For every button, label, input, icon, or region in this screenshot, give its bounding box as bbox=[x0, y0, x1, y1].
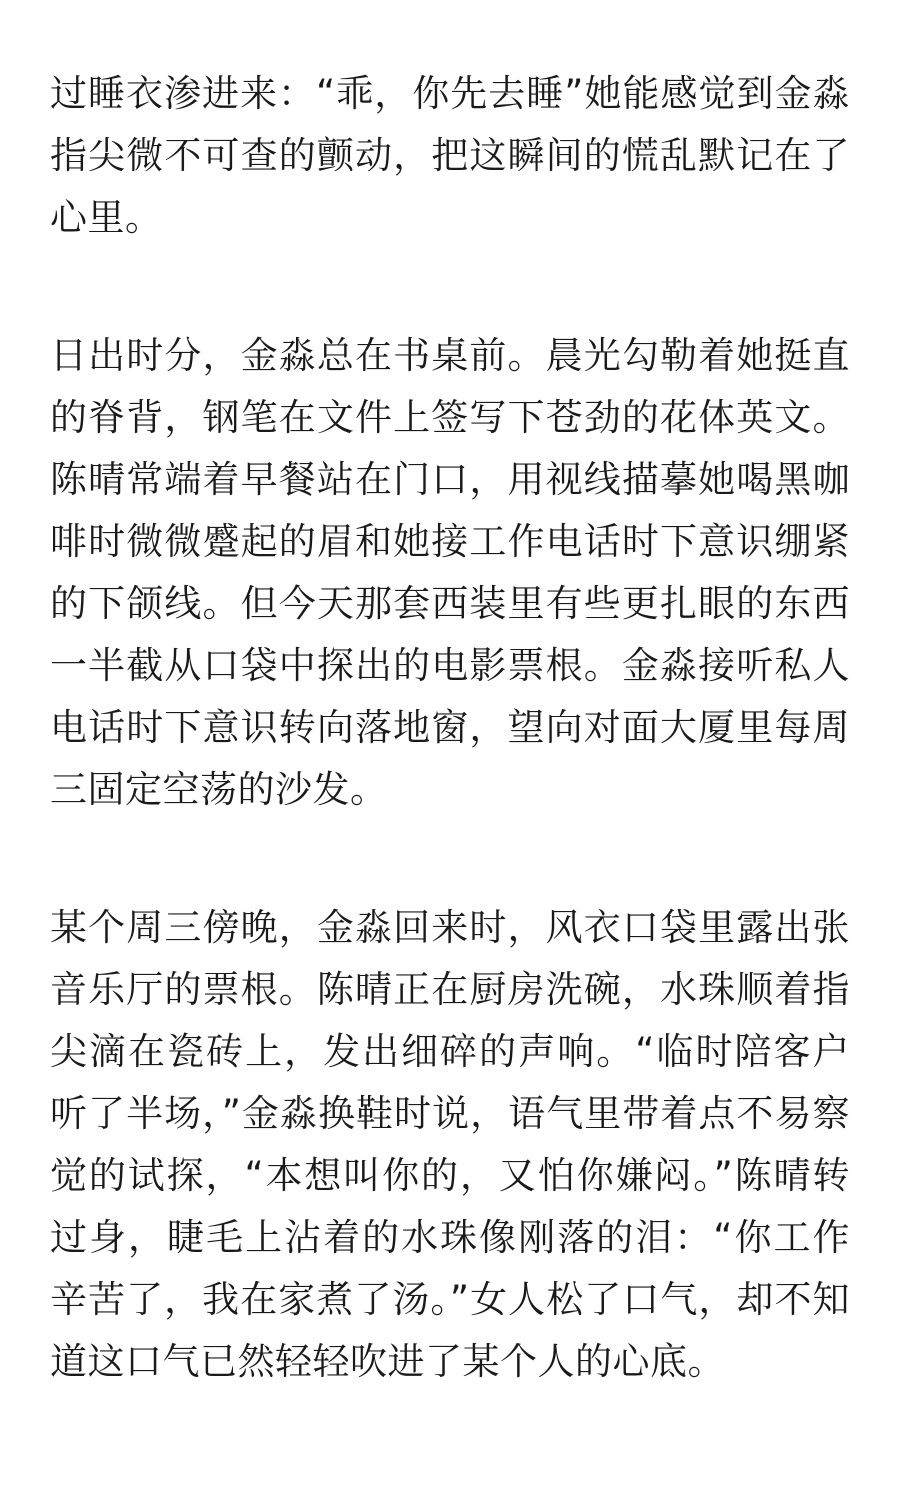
paragraph-3: 某个周三傍晚，金淼回来时，风衣口袋里露出张音乐厅的票根。陈晴正在厨房洗碗，水珠顺着指尖滴在瓷砖上，发出细碎的声响。“临时陪客户听了半场，”金淼换鞋时说，语气里带着点不易察觉的试探，“本想叫你的，又怕你嫌闷。”陈晴转过身，睫毛上沾着的水珠像刚落的泪：“你工作辛苦了，我在家煮了汤。”女人松了口气，却不知道这口气已然轻轻吹进了某个人的心底。 bbox=[50, 906, 850, 1383]
paragraph-2: 日出时分，金淼总在书桌前。晨光勾勒着她挺直的脊背，钢笔在文件上签写下苍劲的花体英文。陈晴常端着早餐站在门口，用视线描摹她喝黑咖啡时微微蹙起的眉和她接工作电话时下意识绷紧的下颌线。但今天那套西装里有些更扎眼的东西一半截从口袋中探出的电影票根。金淼接听私人电话时下意识转向落地窗，望向对面大厦里每周三固定空荡的沙发。 bbox=[50, 334, 850, 811]
article-body bbox=[50, 63, 850, 1393]
paragraph-1: 过睡衣渗进来：“乖，你先去睡”她能感觉到金淼指尖微不可查的颤动，把这瞬间的慌乱默记在了心里。 bbox=[50, 72, 850, 239]
